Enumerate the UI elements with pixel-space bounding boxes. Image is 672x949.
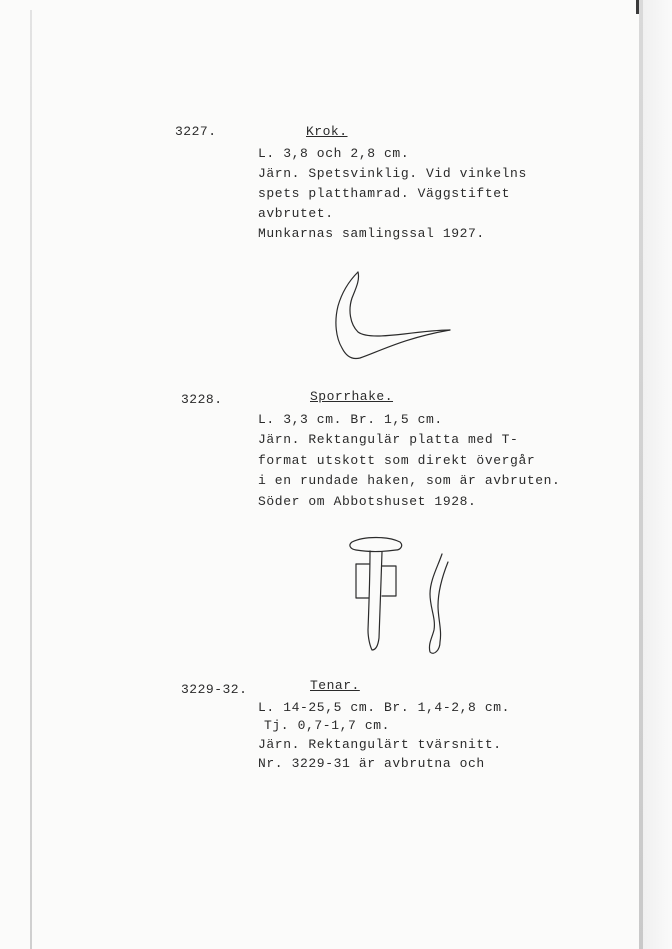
entry-line: Järn. Rektangulärt tvärsnitt. [258, 737, 502, 752]
entry-line: L. 3,3 cm. Br. 1,5 cm. [258, 412, 443, 427]
page-right-shadow [643, 0, 672, 949]
spur-sketch [342, 534, 454, 658]
entry-line: Järn. Rektangulär platta med T- [258, 432, 519, 447]
entry-number-3227: 3227. [175, 124, 217, 139]
entry-line: L. 14-25,5 cm. Br. 1,4-2,8 cm. [258, 700, 511, 715]
entry-line: i en rundade haken, som är avbruten. [258, 473, 561, 488]
entry-title-sporrhake: Sporrhake. [310, 389, 394, 404]
entry-title-tenar: Tenar. [310, 678, 360, 693]
hook-sketch [320, 266, 460, 370]
entry-line: avbrutet. [258, 206, 334, 221]
entry-line: Tj. 0,7-1,7 cm. [264, 718, 391, 733]
entry-number-3228: 3228. [181, 392, 223, 407]
entry-line: Söder om Abbotshuset 1928. [258, 494, 477, 509]
entry-line: Munkarnas samlingssal 1927. [258, 226, 485, 241]
entry-title-krok: Krok. [306, 124, 348, 139]
page-left-edge [30, 10, 32, 949]
entry-line: Järn. Spetsvinklig. Vid vinkelns [258, 166, 527, 181]
entry-line: Nr. 3229-31 är avbrutna och [258, 756, 485, 771]
entry-line: format utskott som direkt övergår [258, 453, 536, 468]
entry-number-3229-32: 3229-32. [181, 682, 248, 697]
entry-line: L. 3,8 och 2,8 cm. [258, 146, 410, 161]
entry-line: spets platthamrad. Väggstiftet [258, 186, 511, 201]
